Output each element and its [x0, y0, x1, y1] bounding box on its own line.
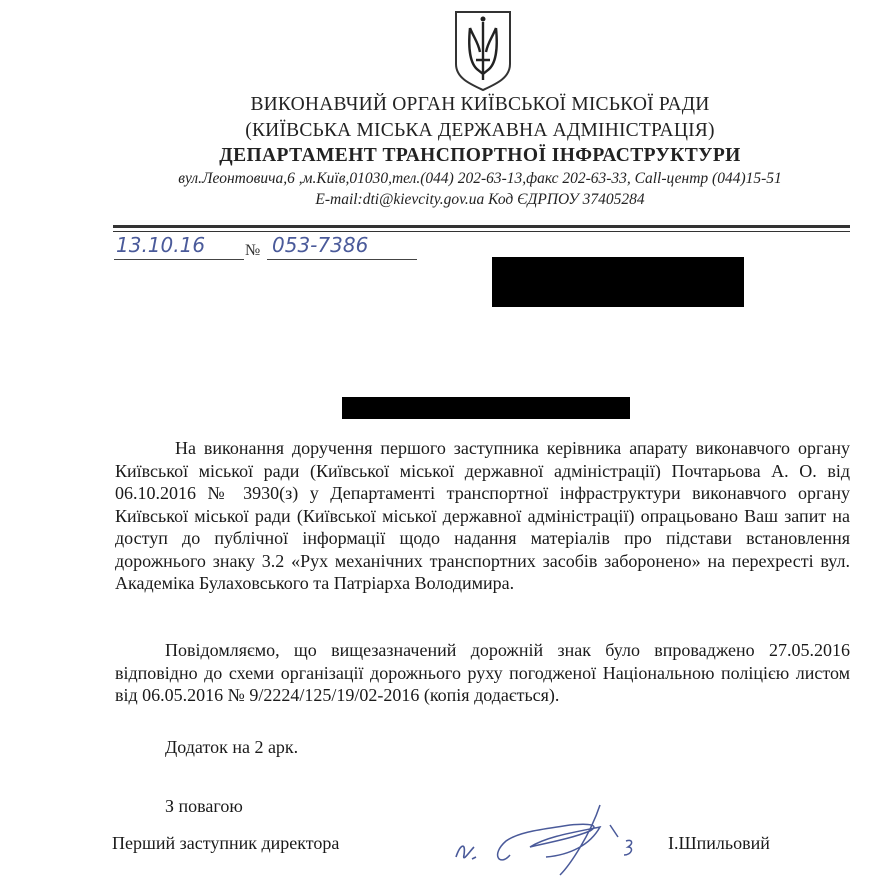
registration-number: 053-7386 — [272, 233, 369, 257]
body-paragraph-1: На виконання доручення першого заступника керівника апарату виконавчого органу Київської міської ради (Київської міської державної адміністрації) Почтарьова А. О. від 06.10.2016 № 3930(з) у Департаменті транспортної інфраструктури виконавчого органу Київської міської ради (Київської міської державної адміністрації) опрацьовано Ваш запит на доступ до публічної інформації щодо надання матеріалів про підстави встановлення дорожнього знаку 3.2 «Рух механічних транспортних засобів заборонено» на перехресті вул. Академіка Булаховського та Патріарха Володимира. — [115, 438, 850, 593]
body-paragraph-2: Повідомляємо, що вищезазначений дорожній знак було впроваджено 27.05.2016 відповідно до схеми організації дорожнього руху погодженої Національною поліцією листом від 06.05.2016 № 9/2224/125/19/02-2016 (копія додається). — [115, 640, 850, 705]
redacted-recipient — [492, 257, 744, 307]
closing-regards: З повагою — [165, 796, 243, 816]
header-email: E-mail:dti@kievcity.gov.ua Код ЄДРПОУ 37405284 — [315, 191, 645, 208]
registration-date: 13.10.16 — [116, 233, 206, 257]
registration-date-underline — [114, 259, 244, 260]
header-org-subline: (КИЇВСЬКА МІСЬКА ДЕРЖАВНА АДМІНІСТРАЦІЯ) — [245, 120, 715, 141]
signer-position: Перший заступник директора — [112, 833, 340, 853]
signer-name: І.Шпильовий — [668, 833, 770, 853]
registration-number-underline — [267, 259, 417, 260]
attachment-note: Додаток на 2 арк. — [165, 737, 299, 757]
header-contacts: вул.Леонтовича,6 ,м.Київ,01030,тел.(044) 202-63-13,факс 202-63-33, Call-центр (044)15-51 — [178, 170, 782, 187]
trident-coat-of-arms-icon — [452, 8, 514, 92]
registration-number-label: № — [245, 242, 261, 259]
header-department: ДЕПАРТАМЕНТ ТРАНСПОРТНОЇ ІНФРАСТРУКТУРИ — [219, 145, 741, 166]
handwritten-signature — [450, 785, 650, 880]
redacted-salutation — [342, 397, 630, 419]
header-divider-thick — [113, 225, 850, 228]
header-org-line: ВИКОНАВЧИЙ ОРГАН КИЇВСЬКОЇ МІСЬКОЇ РАДИ — [250, 94, 710, 115]
header-divider-thin — [113, 231, 850, 232]
